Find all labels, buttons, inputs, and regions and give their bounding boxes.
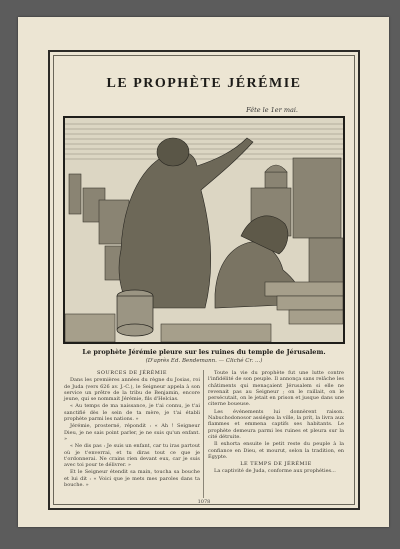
feast-date: Fête le 1er mai.	[246, 106, 298, 114]
right-column	[208, 370, 344, 476]
page-title: LE PROPHÈTE JÉRÉMIE	[106, 76, 302, 91]
paragraph: « Au temps de ma naissance, je t'ai connu, je t'ai sanctifié dès le sein de ta mère, je t'ai établi prophète parmi les nations. »	[64, 403, 200, 423]
column-divider	[203, 370, 204, 498]
paragraph: La captivité de Juda, conforme aux prophéties...	[214, 468, 336, 475]
paragraph: Toute la vie du prophète fut une lutte contre l'infidélité de son peuple. Il annonça sans relâche les châtiments qui menaçaient Jérusalem si elle ne revenait pas au Seigneur ; on le raillait, on le persécutait, on le jetait en prison et jusque dans une citerne boueuse.	[208, 370, 344, 408]
paragraph: Les événements lui donnèrent raison. Nabuchodonosor assiégea la ville, la prit, la livra aux flammes et emmena captifs ses habitants. Le prophète demeura parmi les ruines et pleura sur la cité détruite.	[208, 408, 344, 440]
paragraph: « Ne dis pas : Je suis un enfant, car tu iras partout où je t'enverrai, et tu diras tout ce que je t'ordonnerai. Ne crains rien devant eux, car je suis avec toi pour te délivrer. »	[64, 443, 200, 469]
paragraph: Jérémie, prosterné, répondit : « Ah ! Seigneur Dieu, je ne sais point parler, je ne suis qu'un enfant. »	[64, 423, 200, 442]
right-column-heading: LE TEMPS DE JÉRÉMIE	[240, 461, 312, 468]
paragraph: Il exhorta ensuite le petit reste du peuple à la confiance en Dieu, et mourut, selon la tradition, en Égypte.	[208, 441, 344, 460]
engraving-illustration	[63, 116, 345, 344]
page-frame	[48, 50, 360, 510]
engraving-svg	[65, 118, 343, 342]
illustration-caption: Le prophète Jérémie pleure sur les ruines du temple de Jérusalem.	[82, 348, 326, 356]
page-number: 1078	[197, 499, 211, 505]
left-column	[64, 370, 200, 489]
paragraph: Et le Seigneur étendit sa main, toucha sa bouche et lui dit : « Voici que je mets mes paroles dans ta bouche. »	[64, 469, 200, 489]
page-sheet	[18, 17, 389, 527]
paragraph: Dans les premières années du règne du Josias, roi de Juda (vers 626 av. J.-C.), le Seigneur appela à son service un prêtre de la tribu de Benjamin, encore jeune, qui se nommait Jérémie, fils d'Helcias.	[64, 377, 200, 403]
broken-column	[117, 290, 153, 336]
left-column-heading: SOURCES DE JÉRÉMIE	[96, 370, 168, 376]
illustration-credit: (D'après Ed. Bendemann. — Cliché Cr. ...)	[145, 358, 263, 364]
